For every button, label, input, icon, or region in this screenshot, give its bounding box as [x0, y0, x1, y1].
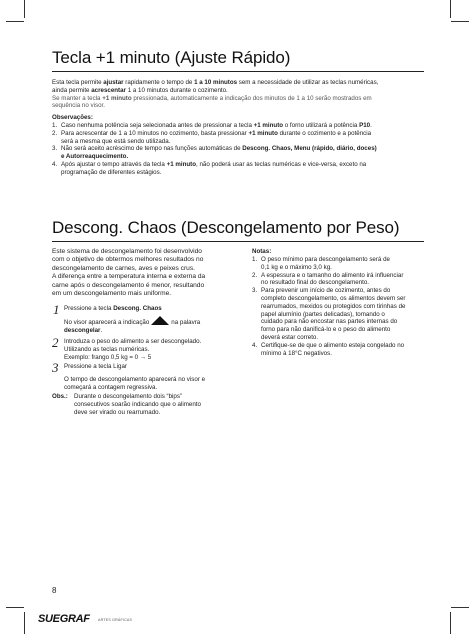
step-3-text: Pressione a tecla Ligar [64, 363, 127, 370]
section-title-plus-one-minute: Tecla +1 minuto (Ajuste Rápido) [52, 48, 291, 67]
list-item: 2. A espessura e o tamanho do alimento irá influenciar no resultado final do descongelamento. [252, 271, 404, 287]
obs-label: Obs.: [52, 393, 68, 400]
list-item: 3. Para prevenir um início de cozimento, antes do completo descongelamento, os alimentos devem ser rearrumados, mexidos ou protegidos com tirinhas de papel alumínio (partes delicadas), tomando o cuidado para não encostar nas partes internas do forno para não danificá-lo e o peso do alimento deverá estar correto. [252, 287, 406, 341]
list-item: 1. O peso mínimo para descongelamento será de 0,1 kg e o máximo 3,0 kg. [252, 256, 390, 271]
crop-mark-tr-h [451, 21, 469, 22]
printer-tagline: ARTES GRÁFICAS [98, 618, 133, 622]
obs-text: Durante o descongelamento dois “bips” consecutivos soarão indicando que o alimento deve ser virado ou rearrumado. [74, 393, 201, 416]
crop-mark-tr-v [450, 0, 451, 18]
observations-list [52, 122, 427, 177]
step-number-2: 2 [52, 335, 59, 350]
list-item: 1. Caso nenhuma potência seja selecionada antes de pressionar a tecla +1 minuto o forno utilizará a potência P10. [52, 122, 372, 129]
section-title-defrost: Descong. Chaos (Descongelamento por Peso) [52, 218, 400, 237]
crop-mark-br-h [451, 607, 469, 608]
step-number-1: 1 [53, 302, 60, 317]
intro-paragraph: Esta tecla permite ajustar rapidamente o tempo de 1 a 10 minutos sem a necessidade de utilizar as teclas numéricas, ainda permite acrescentar 1 a 10 minutos durante o cozimento. Se manter a tecla +1 minuto pressionada, automaticamente a indicação dos minutos de 1 a 10 serão mostrados em sequência no visor. [52, 79, 379, 110]
section-divider [52, 71, 424, 72]
crop-mark-br-v [450, 612, 451, 634]
list-item: 4. Certifique-se de que o alimento esteja congelado no mínimo à 18°C negativos. [252, 341, 405, 357]
triangle-indicator-icon [151, 316, 169, 325]
step-1-display-text: No visor aparecerá a indicação na palavra descongelar. [64, 316, 239, 335]
section-divider [52, 241, 424, 242]
defrost-description: Este sistema de descongelamento foi desenvolvido com o objetivo de obtermos melhores resultados no descongelamento de carnes, aves e peixes crus. A diferença entre a temperatura interna e externa da carne após o descongelamento é menor, resultando em um descongelamento mais uniforme. [52, 248, 206, 298]
crop-mark-bl-h [6, 607, 24, 608]
crop-mark-tl-h [6, 21, 24, 22]
list-item: 2. Para acrescentar de 1 a 10 minutos no cozimento, basta pressionar +1 minuto durante o cozimento e a potência será a mesma que está sendo utilizada. [52, 129, 372, 145]
printer-logo: SUEGRAF [38, 613, 90, 625]
step-3-detail: O tempo de descongelamento aparecerá no visor e começará a contagem regressiva. [64, 376, 206, 391]
crop-mark-bl-v [24, 612, 25, 634]
crop-mark-tl-v [24, 0, 25, 18]
page-number: 8 [52, 586, 57, 595]
step-2-text: Introduza o peso do alimento a ser descongelado. Utilizando as teclas numéricas. Exemplo: frango 0,5 kg = 0 → 5 [64, 338, 202, 361]
list-item: 4. Após ajustar o tempo através da tecla +1 minuto, não poderá usar as teclas numéricas e vice-versa, exceto na programação de diferentes estágios. [52, 160, 367, 176]
observations-heading: Observações: [52, 114, 93, 121]
notes-heading: Notas: [252, 248, 272, 255]
step-number-3: 3 [52, 360, 59, 375]
notes-list [252, 256, 427, 357]
step-1-text: Pressione a tecla Descong. Chaos [64, 305, 162, 312]
list-item: 3. Não será aceito acréscimo de tempo nas funções automáticas de Descong. Chaos, Menu (rápido, diário, doces) e Autorreaquecimento. [52, 145, 377, 161]
